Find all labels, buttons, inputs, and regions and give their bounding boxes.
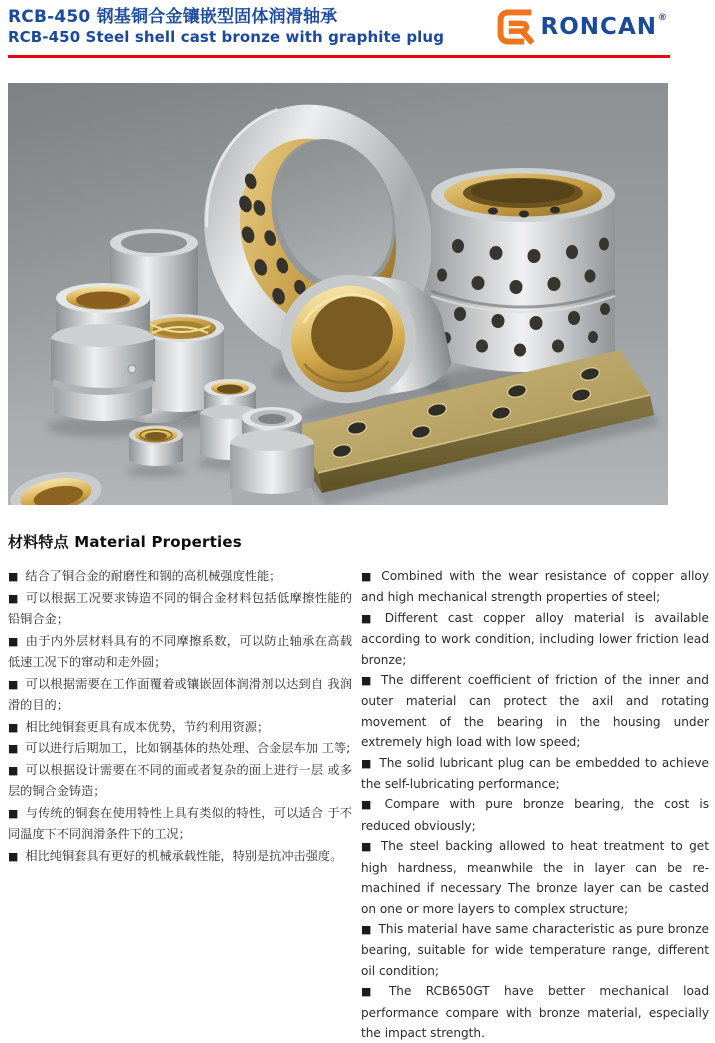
property-item-en [361,608,709,670]
header-divider [8,55,670,58]
property-item-zh [8,760,352,803]
bullet-square-icon: ■ [361,674,375,688]
brand-logo-text: RONCAN [540,14,657,40]
property-item-zh [8,566,352,588]
flanged-bushing [47,283,159,437]
properties-columns [8,566,709,1043]
property-item-zh [8,588,352,631]
property-text: The different coefficient of friction of the inner and outer material can protect the axil and rotating movement of the bearing in the housing under extremely high load with low speed; [361,673,709,750]
property-item-en [361,753,709,795]
product-title-en: RCB-450 Steel shell cast bronze with graphite plug [8,28,445,46]
bullet-square-icon: ■ [8,763,19,777]
property-item-en [361,794,709,836]
property-item-en [361,566,709,608]
property-text: 相比纯铜套更具有成本优势，节约利用资源； [25,719,270,734]
property-text: 结合了铜合金的耐磨性和钢的高机械强度性能； [25,569,282,583]
property-item-zh [8,846,352,868]
property-item-zh [8,803,352,846]
bullet-square-icon: ■ [8,720,19,734]
property-text: 可以根据设计需要在不同的面或者复杂的面上进行一层 或多层的铜合金铸造； [8,762,353,798]
bullet-square-icon: ■ [361,570,375,583]
bullet-square-icon: ■ [8,591,19,605]
threaded-bronze-ring [126,426,186,478]
property-text: The solid lubricant plug can be embedded to achieve the self-lubricating performance; [361,755,709,792]
bullet-square-icon: ■ [361,756,373,770]
bullet-square-icon: ■ [8,742,19,755]
bullet-square-icon: ■ [361,922,372,936]
bullet-square-icon: ■ [361,798,378,812]
property-item-zh [8,738,352,760]
bullet-square-icon: ■ [8,806,19,820]
property-text: 与传统的铜套在使用特性上具有类似的特性，可以适合 于不同温度下不同润滑条件下的工况； [8,805,353,841]
properties-list-zh [8,566,352,1043]
front-stepped-bushing [230,407,314,505]
property-text: The steel backing allowed to heat treatment to get high hardness, meanwhile the in layer can be re-machined if necessary The bronze layer can be casted on one or more layers to complex structure; [361,839,709,916]
material-properties-section [8,533,709,1043]
section-heading: 材料特点 Material Properties [8,533,242,551]
property-item-en [361,919,709,981]
brand-logo [496,7,667,47]
property-item-en [361,670,709,753]
property-text: 可以进行后期加工，比如钢基体的热处理、合金层车加 工等; [25,741,351,755]
registered-mark: ® [658,13,667,23]
properties-list-en [361,566,709,1043]
property-text: Different cast copper alloy material is available according to work condition, including lower friction lead bronze; [361,610,709,667]
page-header [8,6,707,52]
bullet-square-icon: ■ [361,611,378,625]
bullet-square-icon: ■ [8,634,19,648]
property-text: 由于内外层材料具有的不同摩擦系数，可以防止轴承在高载低速工况下的窜动和走外圆； [8,633,353,669]
property-item-zh [8,717,352,739]
product-photo [8,83,668,505]
property-item-zh [8,674,352,717]
property-text: Compare with pure bronze bearing, the cost is reduced obviously; [361,797,709,833]
property-item-zh [8,631,352,674]
bullet-square-icon: ■ [8,677,19,691]
property-item-en [361,836,709,919]
bullet-square-icon: ■ [361,840,374,854]
property-text: Combined with the wear resistance of copper alloy and high mechanical strength properties of steel; [361,569,709,605]
property-text: This material have same characteristic as pure bronze bearing, suitable for wide temperature range, different oil condition; [361,921,709,978]
property-item-en [361,981,709,1043]
roncan-logo-icon [496,7,536,47]
product-title-zh: RCB-450 钢基铜合金镶嵌型固体润滑轴承 [8,7,338,27]
property-text: The RCB650GT have better mechanical load performance compare with bronze material, especially the impact strength. [361,984,709,1040]
property-text: 可以根据工况要求铸造不同的铜合金材料包括低摩擦性能的铅铜合金； [8,590,353,626]
bullet-square-icon: ■ [8,849,19,863]
property-text: 可以根据需要在工作面覆着或镶嵌固体润滑剂以达到自 我润滑的目的； [8,676,353,712]
bullet-square-icon: ■ [8,570,19,583]
property-text: 相比纯铜套具有更好的机械承载性能，特别是抗冲击强度。 [25,848,343,863]
bullet-square-icon: ■ [361,985,382,999]
